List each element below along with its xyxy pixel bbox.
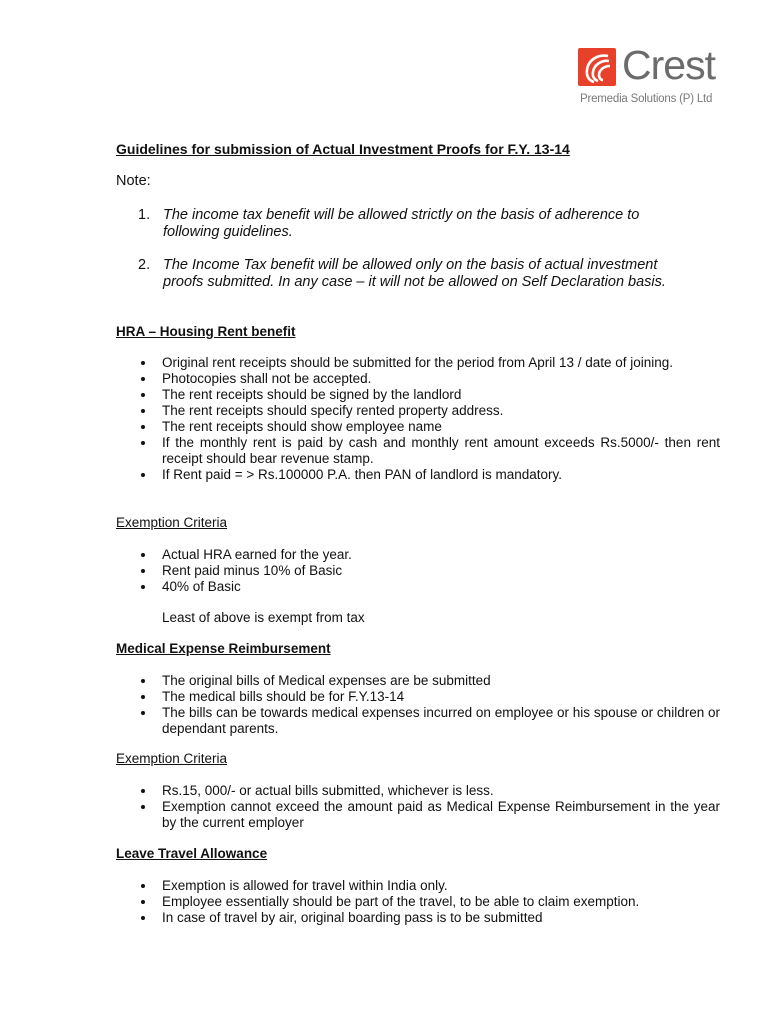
lta-list	[116, 878, 720, 926]
list-item: Photocopies shall not be accepted.	[116, 371, 720, 387]
logo-name: Crest	[622, 42, 715, 88]
list-item: Original rent receipts should be submitted for the period from April 13 / date of joining.	[116, 355, 720, 371]
hra-exemption-list	[116, 547, 720, 595]
list-item: Employee essentially should be part of the travel, to be able to claim exemption.	[116, 894, 720, 910]
list-item: The medical bills should be for F.Y.13-14	[116, 689, 720, 705]
medical-list	[116, 673, 720, 737]
medical-exemption-heading: Exemption Criteria	[116, 751, 228, 766]
note-item-text: The income tax benefit will be allowed strictly on the basis of adherence to following guidelines.	[163, 207, 640, 240]
logo-subtitle: Premedia Solutions (P) Ltd	[580, 93, 713, 105]
lta-heading: Leave Travel Allowance	[116, 846, 268, 861]
note-item-number: 2.	[138, 257, 151, 273]
crest-logo-mark	[578, 48, 616, 86]
hra-list	[116, 355, 720, 483]
note-item-1	[138, 207, 698, 241]
list-item: The original bills of Medical expenses are be submitted	[116, 673, 720, 689]
list-item: Exemption cannot exceed the amount paid as Medical Expense Reimbursement in the year by the current employer	[116, 799, 720, 831]
list-item: If the monthly rent is paid by cash and monthly rent amount exceeds Rs.5000/- then rent receipt should bear revenue stamp.	[116, 435, 720, 467]
list-item: The rent receipts should specify rented property address.	[116, 403, 720, 419]
list-item: The bills can be towards medical expenses incurred on employee or his spouse or children or dependant parents.	[116, 705, 720, 737]
list-item: 40% of Basic	[116, 579, 720, 595]
note-item-number: 1.	[138, 207, 151, 223]
note-item-2	[138, 257, 698, 291]
hra-exemption-heading: Exemption Criteria	[116, 515, 228, 530]
company-logo	[578, 42, 728, 112]
list-item: Rs.15, 000/- or actual bills submitted, whichever is less.	[116, 783, 720, 799]
list-item: Exemption is allowed for travel within India only.	[116, 878, 720, 894]
medical-heading: Medical Expense Reimbursement	[116, 641, 331, 656]
list-item: In case of travel by air, original boarding pass is to be submitted	[116, 910, 720, 926]
note-item-text: The Income Tax benefit will be allowed only on the basis of actual investment proofs submitted. In any case – it will not be allowed on Self Declaration basis.	[163, 257, 666, 290]
medical-exemption-list	[116, 783, 720, 831]
list-item: The rent receipts should be signed by the landlord	[116, 387, 720, 403]
hra-exemption-note: Least of above is exempt from tax	[162, 610, 365, 625]
note-label: Note:	[116, 173, 151, 189]
list-item: Actual HRA earned for the year.	[116, 547, 720, 563]
list-item: The rent receipts should show employee name	[116, 419, 720, 435]
hra-heading: HRA – Housing Rent benefit	[116, 324, 296, 339]
list-item: Rent paid minus 10% of Basic	[116, 563, 720, 579]
document-title: Guidelines for submission of Actual Investment Proofs for F.Y. 13-14	[116, 141, 570, 157]
list-item: If Rent paid = > Rs.100000 P.A. then PAN of landlord is mandatory.	[116, 467, 720, 483]
